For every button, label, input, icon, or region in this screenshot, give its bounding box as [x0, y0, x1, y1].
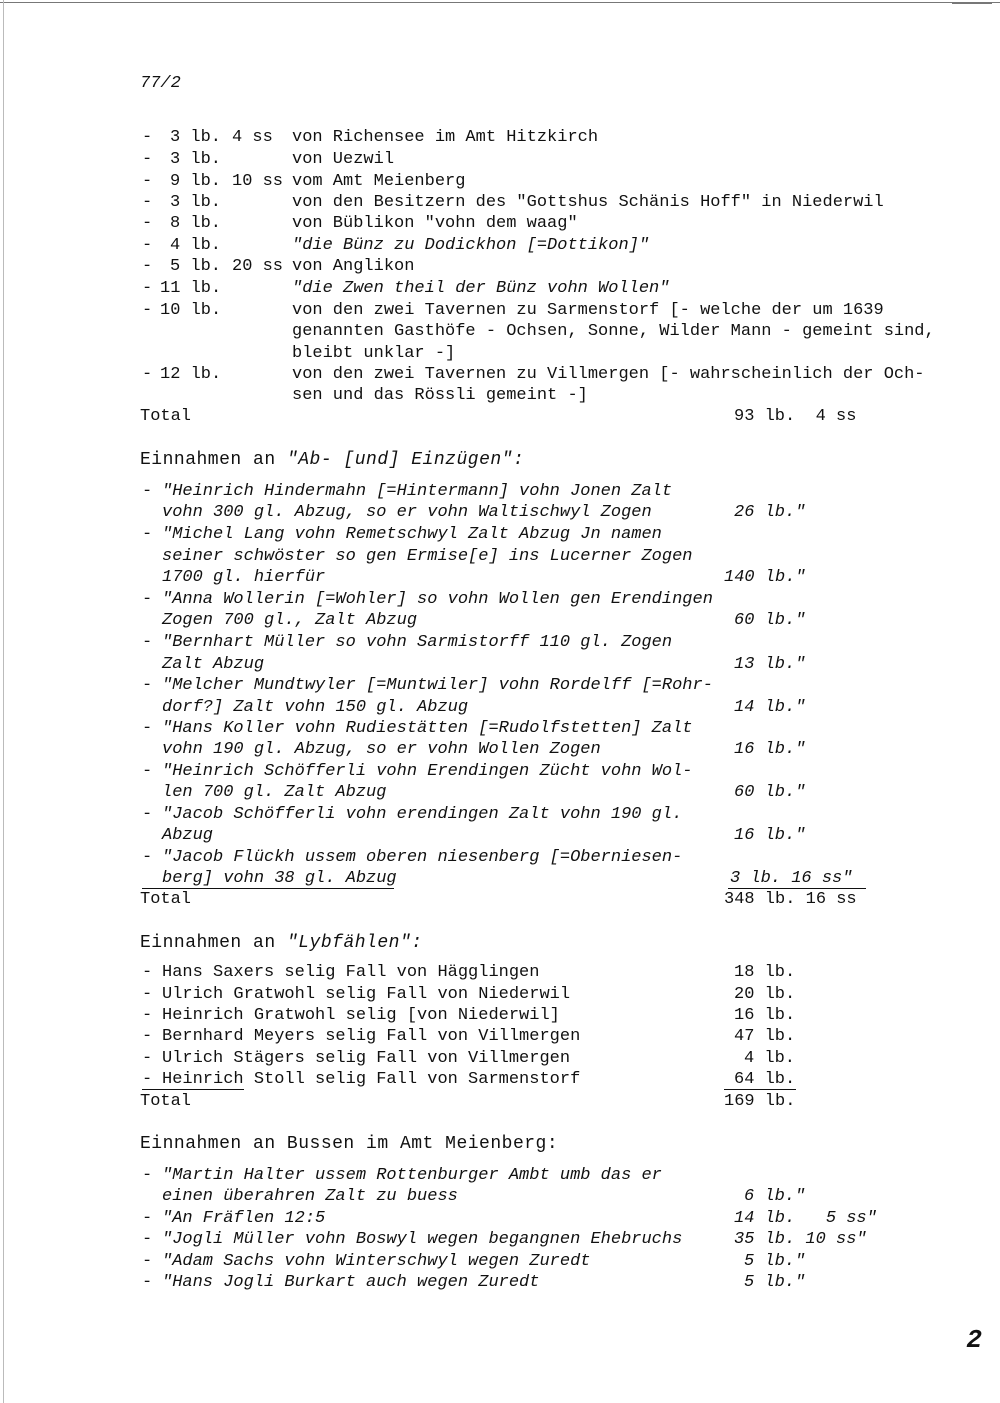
- entry-text: "Martin Halter ussem Rottenburger Ambt umb das er: [162, 1166, 662, 1185]
- entry-text: "Melcher Mundtwyler [=Muntwiler] vohn Rordelff [=Rohr-: [162, 676, 713, 695]
- entry-text: Bernhard Meyers selig Fall von Villmergen: [162, 1027, 581, 1046]
- heading-quote: "Lybfählen":: [286, 933, 423, 953]
- section-heading: Einnahmen an Bussen im Amt Meienberg:: [140, 1134, 559, 1154]
- amount: 3 lb.: [170, 128, 222, 147]
- entry-text: "Jacob Flückh ussem oberen niesenberg [=Oberniesen-: [162, 848, 683, 867]
- entry-text: von den zwei Tavernen zu Villmergen [- wahrscheinlich der Och-: [292, 365, 925, 384]
- entry-text: "Hans Koller vohn Rudiestätten [=Rudolfstetten] Zalt: [162, 719, 693, 738]
- entry-value: 4 lb.: [744, 1049, 796, 1068]
- shilling: 10 ss: [232, 172, 284, 191]
- dash: -: [142, 257, 153, 276]
- dash: -: [142, 1049, 153, 1068]
- entry-value: 60 lb.": [734, 783, 806, 802]
- dash: -: [142, 1209, 153, 1228]
- entry-text: len 700 gl. Zalt Abzug: [162, 783, 387, 802]
- entry-value: 26 lb.": [734, 503, 806, 522]
- entry-text: vohn 300 gl. Abzug, so er vohn Waltischwyl Zogen: [162, 503, 652, 522]
- entry-value: 14 lb.": [734, 698, 806, 717]
- entry-value: 13 lb.": [734, 655, 806, 674]
- amount: 3 lb.: [170, 150, 222, 169]
- entry-text: von den Besitzern des "Gottshus Schänis Hoff" in Niederwil: [292, 193, 884, 212]
- entry-text: von den zwei Tavernen zu Sarmenstorf [- welche der um 1639: [292, 301, 884, 320]
- dash: -: [142, 1230, 153, 1249]
- entry-text: "die Bünz zu Dodickhon [=Dottikon]": [292, 236, 650, 255]
- amount: 9 lb.: [170, 172, 222, 191]
- entry-text: Abzug: [162, 826, 214, 845]
- entry-text: vohn 190 gl. Abzug, so er vohn Wollen Zogen: [162, 740, 601, 759]
- entry-text: "Bernhart Müller so vohn Sarmistorff 110 gl. Zogen: [162, 633, 673, 652]
- entry-value: 14 lb. 5 ss": [734, 1209, 877, 1228]
- entry-value: 35 lb. 10 ss": [734, 1230, 867, 1249]
- entry-text: von Richensee im Amt Hitzkirch: [292, 128, 599, 147]
- total-label: Total: [140, 890, 192, 909]
- entry-text: "Anna Wollerin [=Wohler] so vohn Wollen gen Erendingen: [162, 590, 713, 609]
- scan-border-top: [0, 2, 1000, 3]
- entry-value: 64 lb.: [734, 1070, 796, 1089]
- entry-text: bleibt unklar -]: [292, 344, 456, 363]
- dash: -: [142, 805, 153, 824]
- entry-value: 16 lb.": [734, 740, 806, 759]
- entry-value: 5 lb.": [744, 1252, 806, 1271]
- entry-text: Zogen 700 gl., Zalt Abzug: [162, 611, 418, 630]
- heading-prefix: Einnahmen an: [140, 450, 287, 470]
- heading-prefix: Einnahmen an: [140, 933, 287, 953]
- amount: 11 lb.: [160, 279, 222, 298]
- underline-rule: [724, 1089, 796, 1090]
- amount: 5 lb.: [170, 257, 222, 276]
- dash: -: [142, 1166, 153, 1185]
- entry-text: berg] vohn 38 gl. Abzug: [162, 869, 397, 888]
- entry-value: 140 lb.": [724, 568, 806, 587]
- shilling: 20 ss: [232, 257, 284, 276]
- dash: -: [142, 482, 153, 501]
- amount: 12 lb.: [160, 365, 222, 384]
- dash: -: [142, 590, 153, 609]
- underline-rule: [142, 1089, 244, 1090]
- amount: 4 lb.: [170, 236, 222, 255]
- dash: -: [142, 1273, 153, 1292]
- total-label: Total: [140, 407, 192, 426]
- dash: -: [142, 279, 153, 298]
- entry-text: "Jacob Schöfferli vohn erendingen Zalt vohn 190 gl.: [162, 805, 683, 824]
- dash: -: [142, 301, 153, 320]
- dash: -: [142, 985, 153, 1004]
- page-number: 77/2: [140, 74, 181, 93]
- amount: 3 lb.: [170, 193, 222, 212]
- total-value: 348 lb. 16 ss: [724, 890, 857, 909]
- entry-text: einen überahren Zalt zu buess: [162, 1187, 458, 1206]
- total-label: Total: [140, 1092, 192, 1111]
- scan-corner-mark: [952, 3, 992, 6]
- entry-text: "Michel Lang vohn Remetschwyl Zalt Abzug Jn namen: [162, 525, 662, 544]
- dash: -: [142, 236, 153, 255]
- heading-quote: "Ab- [und] Einzügen":: [286, 450, 525, 470]
- entry-text: sen und das Rössli gemeint -]: [292, 386, 588, 405]
- entry-text: von Uezwil: [292, 150, 395, 169]
- entry-value: 18 lb.: [734, 963, 796, 982]
- total-value: 93 lb. 4 ss: [734, 407, 857, 426]
- entry-value: 6 lb.": [744, 1187, 806, 1206]
- dash: -: [142, 365, 153, 384]
- section-heading: [140, 932, 423, 954]
- entry-text: "Adam Sachs vohn Winterschwyl wegen Zuredt: [162, 1252, 591, 1271]
- entry-text: "Jogli Müller vohn Boswyl wegen begangnen Ehebruchs: [162, 1230, 683, 1249]
- amount: 10 lb.: [160, 301, 222, 320]
- entry-value: 3 lb. 16 ss": [730, 869, 853, 888]
- entry-text: Heinrich Gratwohl selig [von Niederwil]: [162, 1006, 560, 1025]
- entry-text: "die Zwen theil der Bünz vohn Wollen": [292, 279, 670, 298]
- entry-value: 16 lb.: [734, 1006, 796, 1025]
- dash: -: [142, 1070, 153, 1089]
- entry-text: Hans Saxers selig Fall von Hägglingen: [162, 963, 540, 982]
- entry-text: Ulrich Gratwohl selig Fall von Niederwil: [162, 985, 571, 1004]
- entry-value: 20 lb.: [734, 985, 796, 1004]
- entry-text: von Anglikon: [292, 257, 415, 276]
- entry-text: Zalt Abzug: [162, 655, 265, 674]
- section-heading: [140, 449, 524, 471]
- scan-border-left: [3, 0, 4, 1403]
- entry-text: "An Fräflen 12:5: [162, 1209, 326, 1228]
- dash: -: [142, 676, 153, 695]
- dash: -: [142, 719, 153, 738]
- total-value: 169 lb.: [724, 1092, 796, 1111]
- entry-text: dorf?] Zalt vohn 150 gl. Abzug: [162, 698, 469, 717]
- dash: -: [142, 1027, 153, 1046]
- entry-text: "Heinrich Hindermahn [=Hintermann] vohn Jonen Zalt: [162, 482, 673, 501]
- entry-text: "Hans Jogli Burkart auch wegen Zuredt: [162, 1273, 540, 1292]
- entry-text: genannten Gasthöfe - Ochsen, Sonne, Wilder Mann - gemeint sind,: [292, 322, 935, 341]
- dash: -: [142, 1006, 153, 1025]
- entry-value: 5 lb.": [744, 1273, 806, 1292]
- dash: -: [142, 762, 153, 781]
- entry-text: 1700 gl. hierfür: [162, 568, 326, 587]
- amount: 8 lb.: [170, 214, 222, 233]
- entry-text: Heinrich Stoll selig Fall von Sarmenstorf: [162, 1070, 581, 1089]
- dash: -: [142, 193, 153, 212]
- dash: -: [142, 963, 153, 982]
- dash: -: [142, 1252, 153, 1271]
- shilling: 4 ss: [232, 128, 273, 147]
- dash: -: [142, 214, 153, 233]
- entry-value: 60 lb.": [734, 611, 806, 630]
- entry-value: 16 lb.": [734, 826, 806, 845]
- dash: -: [142, 848, 153, 867]
- entry-text: "Heinrich Schöfferli vohn Erendingen Zücht vohn Wol-: [162, 762, 693, 781]
- entry-text: seiner schwöster so gen Ermise[e] ins Lucerner Zogen: [162, 547, 693, 566]
- dash: -: [142, 128, 153, 147]
- dash: -: [142, 150, 153, 169]
- entry-text: von Büblikon "vohn dem waag": [292, 214, 578, 233]
- entry-value: 47 lb.: [734, 1027, 796, 1046]
- entry-text: Ulrich Stägers selig Fall von Villmergen: [162, 1049, 571, 1068]
- dash: -: [142, 525, 153, 544]
- dash: -: [142, 633, 153, 652]
- entry-text: vom Amt Meienberg: [292, 172, 466, 191]
- handwritten-page-mark: 2: [966, 1325, 982, 1355]
- dash: -: [142, 172, 153, 191]
